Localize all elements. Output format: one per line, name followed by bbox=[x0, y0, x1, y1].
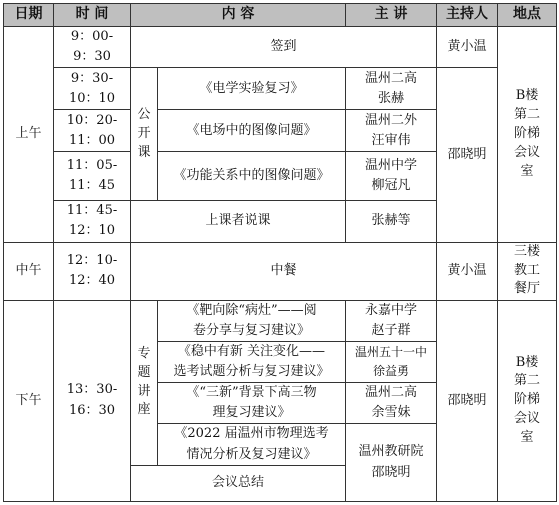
header-speaker: 主 讲 bbox=[346, 4, 437, 27]
header-host: 主持人 bbox=[437, 4, 498, 27]
talk-2-speaker: 温州五十一中 徐益勇 bbox=[346, 341, 437, 382]
time-lesson-1: 9：30- 10：10 bbox=[54, 68, 131, 110]
speaker-review: 张赫等 bbox=[346, 201, 437, 242]
place-noon: 三楼 教工 餐厅 bbox=[498, 242, 557, 300]
place-afternoon: B楼 第二 阶梯 会议 室 bbox=[498, 300, 557, 501]
time-lesson-3: 11：05- 11：45 bbox=[54, 152, 131, 201]
lesson-3-title: 《功能关系中的图像问题》 bbox=[158, 152, 346, 201]
period-afternoon: 下午 bbox=[4, 300, 54, 501]
row-lesson-1 bbox=[4, 68, 557, 110]
talk-3-title: 《“三新”背景下高三物 理复习建议》 bbox=[158, 383, 346, 424]
topic-lecture-label: 专 题 讲 座 bbox=[131, 300, 158, 465]
time-afternoon: 13：30- 16：30 bbox=[54, 300, 131, 501]
time-noon: 12：10- 12：40 bbox=[54, 242, 131, 300]
content-signin: 签到 bbox=[131, 27, 437, 68]
talk-4-title: 《2022 届温州市物理选考 情况分析及复习建议》 bbox=[158, 424, 346, 465]
open-class-label: 公 开 课 bbox=[131, 68, 158, 201]
content-review: 上课者说课 bbox=[131, 201, 346, 242]
talk-2-title: 《稳中有新 关注变化—— 选考试题分析与复习建议》 bbox=[158, 341, 346, 382]
header-date: 日期 bbox=[4, 4, 54, 27]
period-noon: 中午 bbox=[4, 242, 54, 300]
lesson-1-title: 《电学实验复习》 bbox=[158, 68, 346, 110]
talk-1-title: 《靶向除“病灶”——阅 卷分享与复习建议》 bbox=[158, 300, 346, 341]
time-lesson-2: 10：20- 11：00 bbox=[54, 110, 131, 152]
meeting-schedule-table bbox=[3, 3, 557, 502]
row-talk-1 bbox=[4, 300, 557, 341]
lesson-1-speaker: 温州二高 张赫 bbox=[346, 68, 437, 110]
talk-4-speaker: 温州教研院 邵晓明 bbox=[346, 424, 437, 501]
host-noon: 黄小温 bbox=[437, 242, 498, 300]
row-noon bbox=[4, 242, 557, 300]
host-afternoon: 邵晓明 bbox=[437, 300, 498, 501]
period-morning: 上午 bbox=[4, 27, 54, 243]
lesson-2-speaker: 温州二外 汪审伟 bbox=[346, 110, 437, 152]
content-summary: 会议总结 bbox=[131, 465, 346, 501]
host-signin: 黄小温 bbox=[437, 27, 498, 68]
header-place: 地点 bbox=[498, 4, 557, 27]
row-signin bbox=[4, 27, 557, 68]
lesson-2-title: 《电场中的图像问题》 bbox=[158, 110, 346, 152]
lesson-3-speaker: 温州中学 柳冠凡 bbox=[346, 152, 437, 201]
header-content: 内 容 bbox=[131, 4, 346, 27]
content-noon: 中餐 bbox=[131, 242, 437, 300]
header-time: 时 间 bbox=[54, 4, 131, 27]
host-morning: 邵晓明 bbox=[437, 68, 498, 242]
header-row bbox=[4, 4, 557, 27]
time-review: 11：45- 12：10 bbox=[54, 201, 131, 242]
talk-3-speaker: 温州二高 余雪妹 bbox=[346, 383, 437, 424]
talk-1-speaker: 永嘉中学 赵子群 bbox=[346, 300, 437, 341]
time-signin: 9：00- 9：30 bbox=[54, 27, 131, 68]
place-morning: B楼 第二 阶梯 会议 室 bbox=[498, 27, 557, 243]
